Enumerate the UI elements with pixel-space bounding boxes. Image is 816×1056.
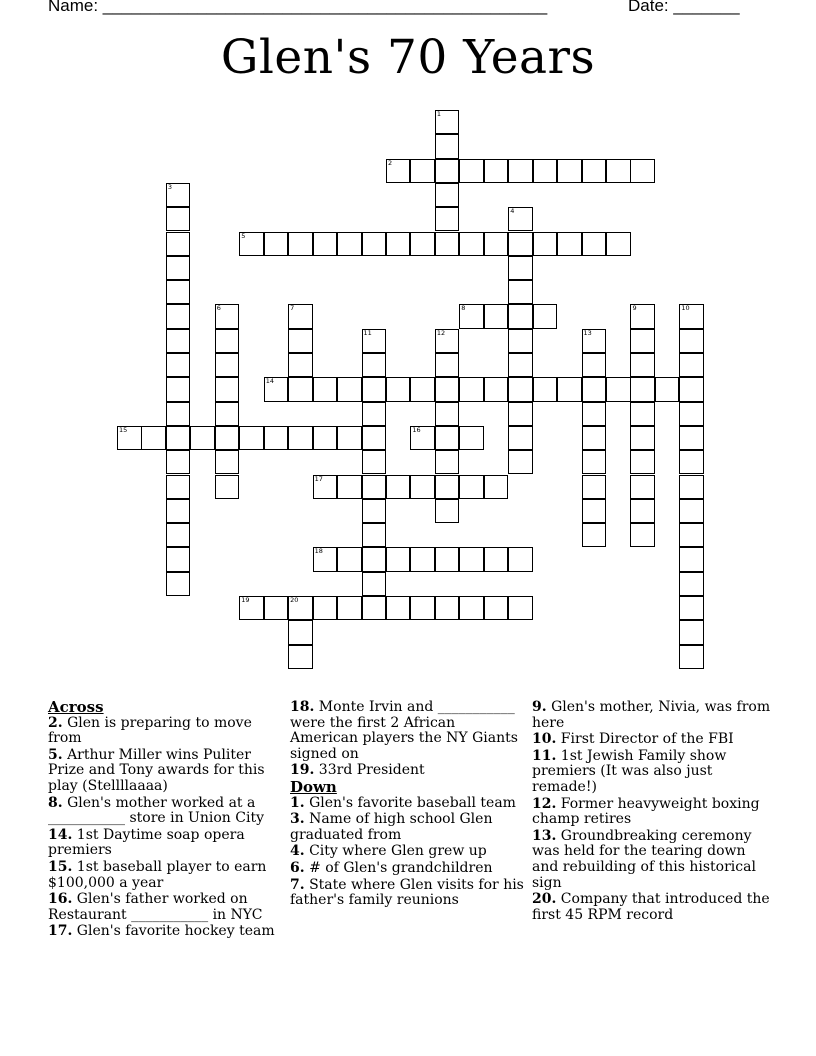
clue-across — [48, 860, 284, 891]
grid-cell[interactable] — [508, 547, 533, 571]
clue-text: Monte Irvin and ___________ were the first 2 African American players the NY Giants signed on — [290, 699, 518, 762]
grid-cell[interactable] — [337, 547, 362, 571]
grid-cell[interactable] — [435, 183, 460, 207]
grid-cell[interactable] — [582, 353, 607, 377]
grid-cell[interactable] — [630, 475, 655, 499]
clue-number-label: 4. — [290, 843, 305, 860]
grid-cell[interactable] — [215, 329, 240, 353]
grid-cell[interactable] — [362, 547, 387, 571]
grid-cell[interactable] — [166, 304, 191, 328]
grid-cell[interactable] — [582, 159, 607, 183]
grid-cell[interactable] — [166, 499, 191, 523]
grid-cell[interactable] — [679, 523, 704, 547]
grid-cell[interactable] — [533, 159, 558, 183]
grid-cell[interactable] — [679, 547, 704, 571]
clue-number: 9 — [632, 304, 637, 313]
grid-cell[interactable] — [655, 377, 680, 401]
grid-cell[interactable] — [679, 353, 704, 377]
grid-cell[interactable] — [679, 402, 704, 426]
grid-cell[interactable] — [459, 596, 484, 620]
grid-cell[interactable] — [679, 596, 704, 620]
grid-cell[interactable] — [386, 377, 411, 401]
grid-cell[interactable] — [484, 232, 509, 256]
grid-cell[interactable] — [215, 353, 240, 377]
clue-number-label: 7. — [290, 876, 305, 893]
clues-column-3 — [532, 700, 772, 924]
grid-cell[interactable] — [190, 426, 215, 450]
clues-column-1 — [48, 700, 284, 941]
grid-cell[interactable] — [166, 426, 191, 450]
grid-cell[interactable] — [410, 426, 435, 450]
grid-cell[interactable] — [582, 232, 607, 256]
grid-cell[interactable] — [679, 304, 704, 328]
clue-number: 19 — [241, 596, 250, 604]
grid-cell[interactable] — [484, 475, 509, 499]
grid-cell[interactable] — [117, 426, 142, 450]
grid-cell[interactable] — [264, 596, 289, 620]
grid-cell[interactable] — [313, 596, 338, 620]
clue-text: First Director of the FBI — [556, 731, 734, 748]
clue-number-label: 13. — [532, 827, 557, 844]
clue-number-label: 15. — [48, 858, 73, 875]
grid-cell[interactable] — [606, 377, 631, 401]
grid-cell[interactable] — [630, 402, 655, 426]
name-field[interactable]: Name: _______________________________________________ — [48, 0, 548, 15]
grid-cell[interactable] — [630, 523, 655, 547]
grid-cell[interactable] — [313, 475, 338, 499]
clue-number-label: 11. — [532, 747, 557, 764]
clue-down — [290, 796, 526, 812]
clue-across — [48, 796, 284, 827]
grid-cell[interactable] — [362, 475, 387, 499]
clue-number: 11 — [363, 328, 372, 337]
grid-cell[interactable] — [459, 159, 484, 183]
grid-cell[interactable] — [288, 620, 313, 644]
grid-cell[interactable] — [362, 523, 387, 547]
date-field[interactable]: Date: _______ — [628, 0, 740, 15]
grid-cell[interactable] — [362, 499, 387, 523]
grid-cell[interactable] — [362, 377, 387, 401]
grid-cell[interactable] — [386, 547, 411, 571]
clue-number-label: 16. — [48, 891, 73, 908]
grid-cell[interactable] — [459, 377, 484, 401]
grid-cell[interactable] — [386, 475, 411, 499]
grid-cell[interactable] — [533, 377, 558, 401]
clue-down — [532, 829, 772, 891]
grid-cell[interactable] — [362, 596, 387, 620]
clue-text: City where Glen grew up — [304, 843, 487, 860]
grid-cell[interactable] — [508, 450, 533, 474]
grid-cell[interactable] — [630, 329, 655, 353]
grid-cell[interactable] — [410, 475, 435, 499]
grid-cell[interactable] — [630, 426, 655, 450]
grid-cell[interactable] — [166, 377, 191, 401]
grid-cell[interactable] — [435, 207, 460, 231]
clue-text: Arthur Miller wins Puliter Prize and Tony awards for this play (Stellllaaaa) — [48, 746, 265, 794]
grid-cell[interactable] — [459, 232, 484, 256]
grid-cell[interactable] — [435, 426, 460, 450]
grid-cell[interactable] — [166, 183, 191, 207]
grid-cell[interactable] — [582, 475, 607, 499]
grid-cell[interactable] — [630, 377, 655, 401]
grid-cell[interactable] — [582, 523, 607, 547]
grid-cell[interactable] — [313, 426, 338, 450]
clue-text: 33rd President — [314, 762, 425, 779]
grid-cell[interactable] — [435, 475, 460, 499]
grid-cell[interactable] — [582, 499, 607, 523]
clue-number-label: 18. — [290, 699, 315, 715]
clue-number: 6 — [216, 304, 221, 313]
grid-cell[interactable] — [679, 645, 704, 669]
grid-cell[interactable] — [508, 280, 533, 304]
grid-cell[interactable] — [484, 377, 509, 401]
across-heading: Across — [48, 698, 104, 716]
grid-cell[interactable] — [679, 329, 704, 353]
clue-number-label: 12. — [532, 795, 557, 812]
grid-cell[interactable] — [679, 450, 704, 474]
grid-cell[interactable] — [362, 353, 387, 377]
grid-cell[interactable] — [166, 280, 191, 304]
grid-cell[interactable] — [215, 304, 240, 328]
grid-cell[interactable] — [582, 329, 607, 353]
grid-cell[interactable] — [435, 450, 460, 474]
grid-cell[interactable] — [435, 353, 460, 377]
clue-number-label: 3. — [290, 811, 305, 828]
clue-text: Glen's favorite hockey team — [72, 923, 275, 940]
grid-cell[interactable] — [288, 596, 313, 620]
clue-text: Name of high school Glen graduated from — [290, 811, 493, 843]
clue-down — [290, 844, 526, 860]
grid-cell[interactable] — [337, 596, 362, 620]
grid-cell[interactable] — [459, 547, 484, 571]
grid-cell[interactable] — [166, 256, 191, 280]
grid-cell[interactable] — [508, 377, 533, 401]
grid-cell[interactable] — [435, 110, 460, 134]
grid-cell[interactable] — [606, 232, 631, 256]
grid-cell[interactable] — [630, 450, 655, 474]
grid-cell[interactable] — [362, 232, 387, 256]
grid-cell[interactable] — [435, 159, 460, 183]
grid-cell[interactable] — [410, 159, 435, 183]
clue-down — [290, 861, 526, 877]
grid-cell[interactable] — [239, 426, 264, 450]
clue-down — [290, 878, 526, 909]
grid-cell[interactable] — [386, 596, 411, 620]
grid-cell[interactable] — [679, 620, 704, 644]
grid-cell[interactable] — [313, 547, 338, 571]
grid-cell[interactable] — [337, 475, 362, 499]
grid-cell[interactable] — [288, 232, 313, 256]
grid-cell[interactable] — [508, 232, 533, 256]
clue-across — [48, 828, 284, 859]
grid-cell[interactable] — [215, 377, 240, 401]
clue-number-label: 5. — [48, 746, 63, 763]
grid-cell[interactable] — [459, 304, 484, 328]
grid-cell[interactable] — [484, 596, 509, 620]
clue-text: # of Glen's grandchildren — [304, 859, 493, 876]
grid-cell[interactable] — [435, 402, 460, 426]
grid-cell[interactable] — [166, 232, 191, 256]
clue-text: Glen's favorite baseball team — [304, 794, 516, 811]
grid-cell[interactable] — [679, 475, 704, 499]
grid-cell[interactable] — [166, 523, 191, 547]
grid-cell[interactable] — [264, 426, 289, 450]
grid-cell[interactable] — [215, 450, 240, 474]
clue-number: 16 — [412, 425, 421, 434]
clue-down — [532, 732, 772, 748]
grid-cell[interactable] — [679, 426, 704, 450]
clue-number: 20 — [290, 596, 299, 604]
grid-cell[interactable] — [166, 450, 191, 474]
clue-text: 1st Daytime soap opera premiers — [48, 826, 245, 859]
grid-cell[interactable] — [166, 353, 191, 377]
clue-text: Glen's mother, Nivia, was from here — [532, 699, 771, 731]
grid-cell[interactable] — [557, 377, 582, 401]
grid-cell[interactable] — [435, 134, 460, 158]
clue-across — [290, 763, 526, 779]
clue-down — [532, 700, 772, 731]
clue-text: Glen is preparing to move from — [48, 714, 252, 747]
grid-cell[interactable] — [557, 232, 582, 256]
grid-cell[interactable] — [362, 450, 387, 474]
grid-cell[interactable] — [264, 232, 289, 256]
grid-cell[interactable] — [533, 304, 558, 328]
grid-cell[interactable] — [630, 159, 655, 183]
grid-cell[interactable] — [239, 596, 264, 620]
grid-cell[interactable] — [166, 547, 191, 571]
clue-number: 13 — [583, 328, 592, 337]
grid-cell[interactable] — [386, 159, 411, 183]
grid-cell[interactable] — [435, 232, 460, 256]
grid-cell[interactable] — [508, 402, 533, 426]
clue-text: Glen's father worked on Restaurant ___________ in NYC — [48, 891, 263, 923]
grid-cell[interactable] — [606, 159, 631, 183]
grid-cell[interactable] — [386, 232, 411, 256]
grid-cell[interactable] — [459, 426, 484, 450]
grid-cell[interactable] — [435, 499, 460, 523]
clue-number-label: 2. — [48, 714, 63, 731]
clue-number-label: 14. — [48, 826, 73, 843]
clue-number: 8 — [461, 304, 466, 313]
clues-column-2 — [290, 700, 526, 910]
grid-cell[interactable] — [410, 596, 435, 620]
grid-cell[interactable] — [582, 450, 607, 474]
down-heading: Down — [290, 777, 337, 796]
grid-cell[interactable] — [362, 329, 387, 353]
clue-number: 3 — [167, 182, 173, 191]
grid-cell[interactable] — [215, 426, 240, 450]
clue-number-label: 8. — [48, 794, 63, 811]
grid-cell[interactable] — [141, 426, 166, 450]
grid-cell[interactable] — [337, 377, 362, 401]
grid-cell[interactable] — [337, 232, 362, 256]
clue-across — [48, 748, 284, 795]
grid-cell[interactable] — [313, 377, 338, 401]
clue-number: 2 — [387, 158, 393, 167]
clue-number-label: 10. — [532, 731, 557, 748]
grid-cell[interactable] — [508, 159, 533, 183]
clue-number: 7 — [290, 304, 295, 313]
clue-number: 4 — [510, 207, 515, 216]
grid-cell[interactable] — [630, 499, 655, 523]
grid-cell[interactable] — [362, 402, 387, 426]
clue-down — [532, 797, 772, 828]
clue-down — [532, 892, 772, 923]
grid-cell[interactable] — [215, 475, 240, 499]
grid-cell[interactable] — [313, 232, 338, 256]
grid-cell[interactable] — [410, 232, 435, 256]
grid-cell[interactable] — [508, 304, 533, 328]
clue-number: 15 — [119, 425, 128, 434]
grid-cell[interactable] — [166, 329, 191, 353]
grid-cell[interactable] — [582, 426, 607, 450]
grid-cell[interactable] — [630, 304, 655, 328]
clue-text: State where Glen visits for his father's family reunions — [290, 876, 524, 909]
grid-cell[interactable] — [484, 159, 509, 183]
grid-cell[interactable] — [508, 596, 533, 620]
clue-number: 1 — [436, 110, 441, 118]
clue-number-label: 1. — [290, 794, 305, 811]
grid-cell[interactable] — [435, 329, 460, 353]
clue-text: Former heavyweight boxing champ retires — [532, 795, 760, 828]
grid-cell[interactable] — [508, 426, 533, 450]
grid-cell[interactable] — [484, 304, 509, 328]
grid-cell[interactable] — [582, 377, 607, 401]
grid-cell[interactable] — [508, 353, 533, 377]
grid-cell[interactable] — [288, 426, 313, 450]
grid-cell[interactable] — [435, 377, 460, 401]
grid-cell[interactable] — [410, 377, 435, 401]
grid-cell[interactable] — [166, 572, 191, 596]
grid-cell[interactable] — [435, 596, 460, 620]
grid-cell[interactable] — [362, 572, 387, 596]
clue-number-label: 17. — [48, 923, 73, 940]
clue-number-label: 6. — [290, 859, 305, 876]
grid-cell[interactable] — [679, 499, 704, 523]
clue-number-label: 9. — [532, 699, 547, 715]
clue-down — [532, 749, 772, 796]
clue-number: 5 — [241, 231, 246, 240]
grid-cell[interactable] — [166, 207, 191, 231]
clue-number: 12 — [436, 328, 446, 337]
grid-cell[interactable] — [288, 377, 313, 401]
grid-cell[interactable] — [459, 475, 484, 499]
grid-cell[interactable] — [557, 159, 582, 183]
grid-cell[interactable] — [288, 645, 313, 669]
grid-cell[interactable] — [362, 426, 387, 450]
clue-number-label: 20. — [532, 891, 557, 908]
grid-cell[interactable] — [484, 547, 509, 571]
grid-cell[interactable] — [410, 547, 435, 571]
clue-text: 1st Jewish Family show premiers (It was also just remade!) — [532, 747, 727, 795]
clue-text: Groundbreaking ceremony was held for the tearing down and rebuilding of this historical sign — [532, 827, 756, 891]
grid-cell[interactable] — [288, 304, 313, 328]
clue-across — [48, 716, 284, 747]
clue-number: 18 — [314, 547, 323, 556]
grid-cell[interactable] — [533, 232, 558, 256]
grid-cell[interactable] — [508, 256, 533, 280]
clue-text: Company that introduced the first 45 RPM record — [532, 891, 770, 923]
grid-cell[interactable] — [166, 402, 191, 426]
grid-cell[interactable] — [508, 207, 533, 231]
grid-cell[interactable] — [630, 353, 655, 377]
grid-cell[interactable] — [264, 377, 289, 401]
grid-cell[interactable] — [582, 402, 607, 426]
clue-text: Glen's mother worked at a ___________ store in Union City — [48, 794, 264, 827]
clue-across — [48, 892, 284, 923]
grid-cell[interactable] — [215, 402, 240, 426]
grid-cell[interactable] — [288, 329, 313, 353]
clue-number: 14 — [265, 377, 274, 386]
grid-cell[interactable] — [679, 572, 704, 596]
grid-cell[interactable] — [435, 547, 460, 571]
clue-across — [48, 924, 284, 940]
grid-cell[interactable] — [337, 426, 362, 450]
grid-cell[interactable] — [239, 232, 264, 256]
clue-text: 1st baseball player to earn $100,000 a year — [48, 858, 267, 891]
clue-number: 10 — [681, 304, 690, 313]
grid-cell[interactable] — [508, 329, 533, 353]
clue-down — [290, 812, 526, 843]
grid-cell[interactable] — [288, 353, 313, 377]
clue-number: 17 — [314, 474, 323, 483]
clue-across — [290, 700, 526, 762]
clue-number-label: 19. — [290, 762, 315, 779]
page-title: Glen's 70 Years — [220, 30, 596, 85]
grid-cell[interactable] — [166, 475, 191, 499]
grid-cell[interactable] — [679, 377, 704, 401]
